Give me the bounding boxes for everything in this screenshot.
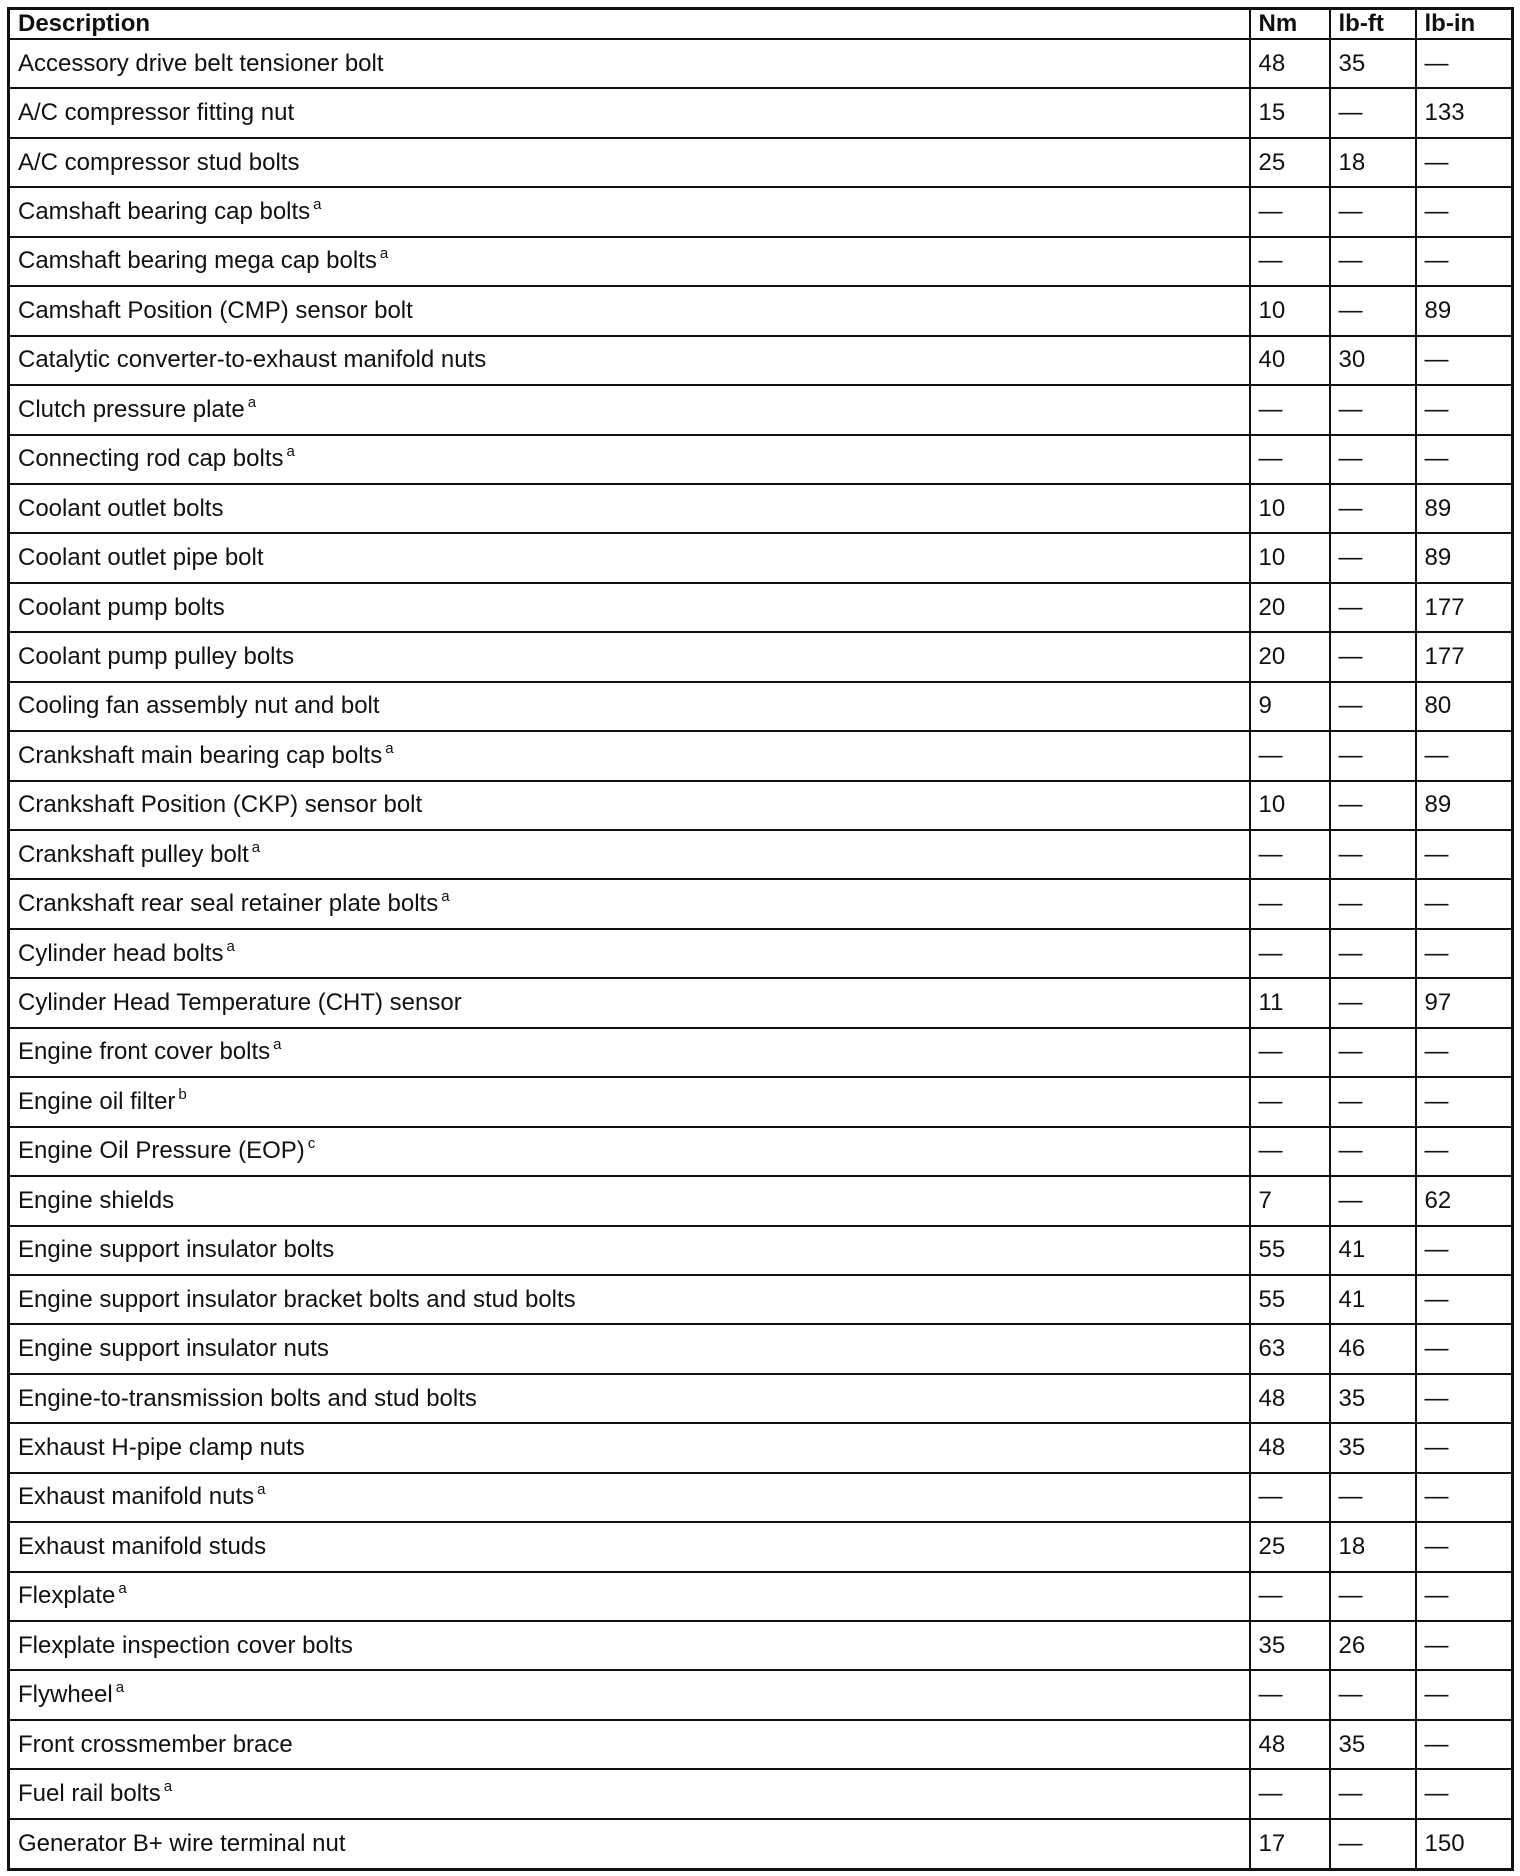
table-row (9, 682, 1513, 731)
cell-lb-in: 62 (1416, 1176, 1513, 1225)
cell-nm: 48 (1250, 39, 1330, 88)
table-row (9, 435, 1513, 484)
cell-lb-ft: — (1330, 731, 1416, 780)
cell-nm: 55 (1250, 1275, 1330, 1324)
cell-description (9, 1127, 1250, 1176)
cell-description (9, 1572, 1250, 1621)
cell-description (9, 336, 1250, 385)
description-text: Flexplate (18, 1582, 116, 1610)
cell-description (9, 435, 1250, 484)
header-nm: Nm (1250, 9, 1330, 40)
description-text: A/C compressor fitting nut (18, 99, 295, 127)
cell-nm: 17 (1250, 1819, 1330, 1870)
cell-lb-in: — (1416, 731, 1513, 780)
cell-nm: — (1250, 435, 1330, 484)
description-text: Generator B+ wire terminal nut (18, 1829, 346, 1857)
table-row (9, 1374, 1513, 1423)
table-row (9, 1473, 1513, 1522)
cell-nm: 10 (1250, 286, 1330, 335)
cell-lb-in: — (1416, 1769, 1513, 1818)
table-row (9, 830, 1513, 879)
description-text: Engine oil filter (18, 1087, 176, 1115)
cell-lb-ft: 41 (1330, 1275, 1416, 1324)
table-row (9, 1077, 1513, 1126)
table-row (9, 1176, 1513, 1225)
table-row (9, 286, 1513, 335)
description-text: Exhaust manifold studs (18, 1532, 267, 1560)
cell-description (9, 88, 1250, 137)
cell-lb-ft: 35 (1330, 39, 1416, 88)
cell-nm: — (1250, 879, 1330, 928)
cell-lb-in: — (1416, 1226, 1513, 1275)
cell-lb-ft: — (1330, 583, 1416, 632)
cell-lb-ft: — (1330, 830, 1416, 879)
cell-lb-ft: — (1330, 978, 1416, 1027)
cell-nm: — (1250, 1127, 1330, 1176)
cell-nm: 11 (1250, 978, 1330, 1027)
cell-lb-ft: — (1330, 435, 1416, 484)
cell-lb-in: — (1416, 1324, 1513, 1373)
header-description: Description (9, 9, 1250, 40)
cell-lb-ft: — (1330, 1127, 1416, 1176)
description-text: Coolant outlet bolts (18, 494, 224, 522)
cell-description (9, 39, 1250, 88)
table-row (9, 879, 1513, 928)
cell-nm: 48 (1250, 1423, 1330, 1472)
description-text: Flexplate inspection cover bolts (18, 1631, 353, 1659)
cell-description (9, 1374, 1250, 1423)
cell-nm: — (1250, 830, 1330, 879)
table-row (9, 187, 1513, 236)
table-row (9, 1769, 1513, 1818)
header-lb-in: lb-in (1416, 9, 1513, 40)
cell-lb-in: — (1416, 830, 1513, 879)
cell-nm: — (1250, 385, 1330, 434)
cell-description (9, 286, 1250, 335)
cell-lb-ft: — (1330, 533, 1416, 582)
cell-description (9, 682, 1250, 731)
cell-nm: 20 (1250, 583, 1330, 632)
header-lb-ft: lb-ft (1330, 9, 1416, 40)
cell-description (9, 978, 1250, 1027)
footnote-marker: a (441, 888, 450, 906)
footnote-marker: a (286, 443, 295, 461)
cell-lb-in: — (1416, 1522, 1513, 1571)
table-row (9, 39, 1513, 88)
cell-nm: 10 (1250, 533, 1330, 582)
cell-lb-ft: — (1330, 929, 1416, 978)
cell-description (9, 1077, 1250, 1126)
cell-lb-in: — (1416, 879, 1513, 928)
footnote-marker: c (307, 1135, 316, 1153)
description-text: Crankshaft rear seal retainer plate bolts (18, 890, 439, 918)
cell-description (9, 138, 1250, 187)
cell-description (9, 1275, 1250, 1324)
table-row (9, 1522, 1513, 1571)
footnote-marker: a (251, 838, 261, 856)
description-text: Exhaust H-pipe clamp nuts (18, 1433, 305, 1461)
description-text: Crankshaft main bearing cap bolts (18, 741, 383, 769)
table-row (9, 1670, 1513, 1719)
cell-description (9, 1819, 1250, 1870)
cell-nm: — (1250, 1028, 1330, 1077)
cell-nm: — (1250, 1670, 1330, 1719)
cell-lb-in: — (1416, 1473, 1513, 1522)
cell-lb-ft: — (1330, 682, 1416, 731)
description-text: Cooling fan assembly nut and bolt (18, 692, 380, 720)
cell-lb-in: 89 (1416, 286, 1513, 335)
cell-nm: 48 (1250, 1374, 1330, 1423)
cell-description (9, 1621, 1250, 1670)
cell-lb-ft: — (1330, 1769, 1416, 1818)
cell-nm: 55 (1250, 1226, 1330, 1275)
description-text: Engine shields (18, 1186, 175, 1214)
description-text: Coolant pump bolts (18, 593, 225, 621)
table-row (9, 1028, 1513, 1077)
cell-lb-in: — (1416, 1028, 1513, 1077)
table-row (9, 1572, 1513, 1621)
footnote-marker: a (247, 393, 257, 411)
cell-lb-in: — (1416, 385, 1513, 434)
table-row (9, 385, 1513, 434)
table-row (9, 1621, 1513, 1670)
table-row (9, 138, 1513, 187)
cell-lb-ft: 35 (1330, 1374, 1416, 1423)
description-text: Crankshaft pulley bolt (18, 840, 249, 868)
cell-description (9, 1769, 1250, 1818)
description-text: Engine support insulator nuts (18, 1335, 329, 1363)
footnote-marker: a (385, 739, 394, 757)
description-text: Coolant outlet pipe bolt (18, 544, 264, 572)
cell-description (9, 1423, 1250, 1472)
description-text: Front crossmember brace (18, 1730, 293, 1758)
cell-lb-ft: — (1330, 1176, 1416, 1225)
footnote-marker: a (163, 1778, 173, 1796)
cell-lb-in: — (1416, 39, 1513, 88)
cell-nm: — (1250, 1473, 1330, 1522)
footnote-marker: a (273, 1036, 282, 1054)
cell-lb-in: — (1416, 929, 1513, 978)
cell-nm: 63 (1250, 1324, 1330, 1373)
cell-lb-in: 177 (1416, 583, 1513, 632)
torque-spec-table (7, 7, 1514, 1871)
cell-nm: 20 (1250, 632, 1330, 681)
cell-nm: 9 (1250, 682, 1330, 731)
cell-lb-in: — (1416, 1621, 1513, 1670)
table-row (9, 88, 1513, 137)
footnote-marker: a (115, 1679, 125, 1697)
cell-lb-in: 177 (1416, 632, 1513, 681)
cell-description (9, 781, 1250, 830)
cell-nm: — (1250, 1769, 1330, 1818)
cell-description (9, 1176, 1250, 1225)
cell-lb-ft: — (1330, 1670, 1416, 1719)
cell-nm: 35 (1250, 1621, 1330, 1670)
cell-lb-in: — (1416, 1077, 1513, 1126)
cell-lb-ft: 46 (1330, 1324, 1416, 1373)
cell-lb-ft: — (1330, 187, 1416, 236)
cell-lb-ft: — (1330, 385, 1416, 434)
cell-nm: 40 (1250, 336, 1330, 385)
table-row (9, 1226, 1513, 1275)
table-row (9, 1324, 1513, 1373)
cell-description (9, 484, 1250, 533)
table-row (9, 1423, 1513, 1472)
cell-description (9, 1720, 1250, 1769)
footnote-marker: a (379, 245, 389, 263)
cell-description (9, 879, 1250, 928)
description-text: Connecting rod cap bolts (18, 445, 284, 473)
cell-lb-ft: — (1330, 1473, 1416, 1522)
cell-lb-in: — (1416, 237, 1513, 286)
cell-lb-ft: 18 (1330, 138, 1416, 187)
cell-lb-ft: 35 (1330, 1423, 1416, 1472)
cell-lb-ft: 41 (1330, 1226, 1416, 1275)
table-row (9, 237, 1513, 286)
cell-lb-ft: — (1330, 286, 1416, 335)
cell-lb-ft: — (1330, 781, 1416, 830)
table-row (9, 731, 1513, 780)
table-row (9, 632, 1513, 681)
cell-lb-ft: — (1330, 632, 1416, 681)
description-text: Fuel rail bolts (18, 1780, 161, 1808)
cell-lb-ft: — (1330, 1819, 1416, 1870)
description-text: Cylinder Head Temperature (CHT) sensor (18, 989, 462, 1017)
description-text: Catalytic converter-to-exhaust manifold nuts (18, 346, 487, 374)
cell-description (9, 187, 1250, 236)
cell-nm: 25 (1250, 1522, 1330, 1571)
description-text: Camshaft bearing cap bolts (18, 198, 311, 226)
cell-nm: 48 (1250, 1720, 1330, 1769)
cell-nm: 15 (1250, 88, 1330, 137)
cell-description (9, 1226, 1250, 1275)
description-text: Cylinder head bolts (18, 939, 224, 967)
cell-lb-in: — (1416, 138, 1513, 187)
cell-lb-in: 133 (1416, 88, 1513, 137)
description-text: Engine support insulator bracket bolts and stud bolts (18, 1285, 576, 1313)
cell-lb-in: 150 (1416, 1819, 1513, 1870)
cell-lb-in: — (1416, 1127, 1513, 1176)
table-body (9, 39, 1513, 1870)
cell-lb-in: — (1416, 1374, 1513, 1423)
description-text: Clutch pressure plate (18, 395, 245, 423)
cell-lb-ft: 18 (1330, 1522, 1416, 1571)
footnote-marker: a (226, 937, 235, 955)
table-row (9, 1275, 1513, 1324)
cell-lb-in: — (1416, 187, 1513, 236)
description-text: Camshaft bearing mega cap bolts (18, 247, 377, 275)
description-text: Engine-to-transmission bolts and stud bolts (18, 1384, 477, 1412)
cell-description (9, 929, 1250, 978)
table-row (9, 781, 1513, 830)
cell-description (9, 1473, 1250, 1522)
table-row (9, 1127, 1513, 1176)
cell-lb-ft: — (1330, 1077, 1416, 1126)
cell-nm: 10 (1250, 484, 1330, 533)
cell-description (9, 533, 1250, 582)
cell-lb-ft: — (1330, 1028, 1416, 1077)
cell-description (9, 237, 1250, 286)
description-text: A/C compressor stud bolts (18, 148, 300, 176)
cell-lb-in: 80 (1416, 682, 1513, 731)
cell-nm: — (1250, 929, 1330, 978)
table-row (9, 978, 1513, 1027)
description-text: Accessory drive belt tensioner bolt (18, 49, 384, 77)
cell-nm: — (1250, 731, 1330, 780)
cell-description (9, 731, 1250, 780)
cell-lb-in: 89 (1416, 781, 1513, 830)
cell-lb-in: — (1416, 1670, 1513, 1719)
cell-description (9, 1522, 1250, 1571)
cell-lb-ft: 30 (1330, 336, 1416, 385)
description-text: Exhaust manifold nuts (18, 1483, 255, 1511)
cell-description (9, 632, 1250, 681)
cell-nm: 7 (1250, 1176, 1330, 1225)
description-text: Engine Oil Pressure (EOP) (18, 1137, 305, 1165)
description-text: Flywheel (18, 1681, 113, 1709)
table-row (9, 336, 1513, 385)
table-row (9, 484, 1513, 533)
cell-lb-in: 89 (1416, 484, 1513, 533)
cell-nm: — (1250, 1572, 1330, 1621)
cell-lb-ft: — (1330, 88, 1416, 137)
cell-lb-ft: — (1330, 879, 1416, 928)
cell-description (9, 1028, 1250, 1077)
footnote-marker: b (178, 1085, 187, 1103)
table-header-row (9, 9, 1513, 40)
cell-lb-in: 97 (1416, 978, 1513, 1027)
cell-nm: 25 (1250, 138, 1330, 187)
cell-lb-in: — (1416, 1572, 1513, 1621)
cell-nm: — (1250, 187, 1330, 236)
footnote-marker: a (313, 196, 322, 214)
cell-lb-in: — (1416, 435, 1513, 484)
table-row (9, 929, 1513, 978)
cell-nm: 10 (1250, 781, 1330, 830)
cell-description (9, 1324, 1250, 1373)
cell-nm: — (1250, 237, 1330, 286)
cell-description (9, 830, 1250, 879)
cell-lb-in: — (1416, 1275, 1513, 1324)
cell-lb-ft: — (1330, 237, 1416, 286)
description-text: Engine support insulator bolts (18, 1236, 335, 1264)
cell-nm: — (1250, 1077, 1330, 1126)
table-row (9, 1720, 1513, 1769)
footnote-marker: a (257, 1481, 266, 1499)
cell-lb-in: — (1416, 336, 1513, 385)
description-text: Engine front cover bolts (18, 1038, 271, 1066)
table-row (9, 1819, 1513, 1870)
footnote-marker: a (118, 1580, 127, 1598)
cell-description (9, 583, 1250, 632)
table-row (9, 533, 1513, 582)
cell-description (9, 385, 1250, 434)
cell-lb-ft: — (1330, 1572, 1416, 1621)
description-text: Camshaft Position (CMP) sensor bolt (18, 296, 413, 324)
cell-lb-ft: — (1330, 484, 1416, 533)
description-text: Crankshaft Position (CKP) sensor bolt (18, 791, 423, 819)
table-row (9, 583, 1513, 632)
cell-lb-in: — (1416, 1720, 1513, 1769)
cell-lb-in: — (1416, 1423, 1513, 1472)
cell-lb-in: 89 (1416, 533, 1513, 582)
cell-lb-ft: 35 (1330, 1720, 1416, 1769)
description-text: Coolant pump pulley bolts (18, 642, 295, 670)
cell-description (9, 1670, 1250, 1719)
cell-lb-ft: 26 (1330, 1621, 1416, 1670)
